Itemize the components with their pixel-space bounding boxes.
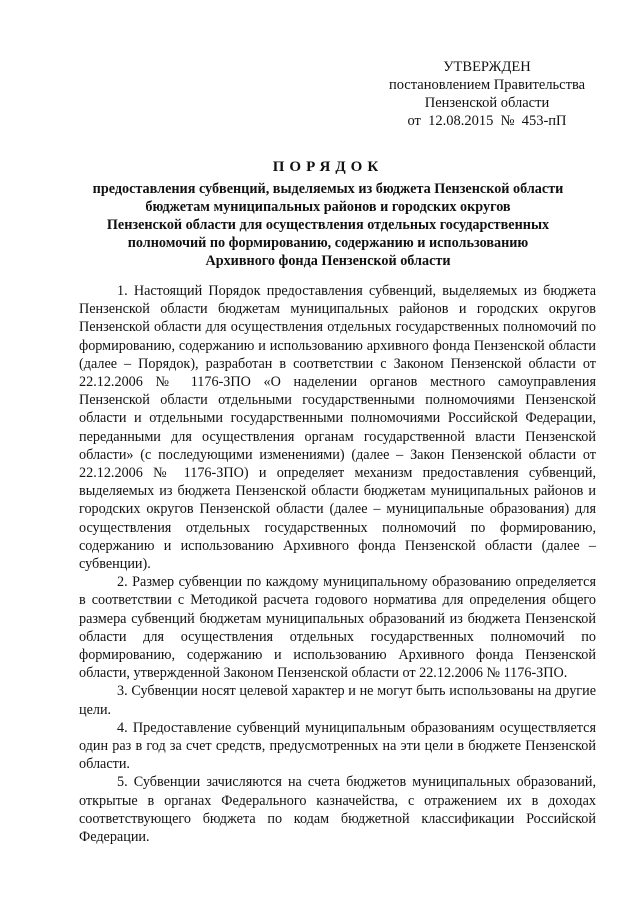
subtitle-line: полномочий по формированию, содержанию и использованию [127, 235, 529, 251]
approval-date: 12.08.2015 [428, 113, 494, 129]
subtitle-line: предоставления субвенций, выделяемых из бюджета Пензенской области [92, 181, 564, 197]
document-subtitle [58, 180, 598, 270]
subtitle-line: Пензенской области для осуществления отдельных государственных [106, 217, 550, 233]
subtitle-line: Архивного фонда Пензенской области [205, 253, 451, 269]
approval-date-number [372, 112, 602, 130]
paragraph-4: 4. Предоставление субвенций муниципальным образованиям осуществляется один раз в год за счет средств, предусмотренных на эти цели в бюджете Пензенской области. [79, 719, 596, 773]
paragraph-2: 2. Размер субвенции по каждому муниципальному образованию определяется в соответствии с Методикой расчета годового норматива для определения общего размера субвенций бюджетам муниципальных образований из бюджета Пензенской области для осуществления отдельных государственных полномочий по формированию, содержанию и использованию Архивного фонда Пензенской области, утвержденной Законом Пензенской области от 22.12.2006 № 1176-ЗПО. [79, 574, 596, 682]
approval-number: 453-пП [521, 113, 567, 129]
document-title: ПОРЯДОК [272, 159, 384, 175]
subtitle-line: бюджетам муниципальных районов и городских округов [145, 199, 511, 215]
approval-stamp [372, 58, 602, 130]
document-body [79, 282, 596, 846]
paragraph-1: 1. Настоящий Порядок предоставления субвенций, выделяемых из бюджета Пензенской области бюджетам муниципальных районов и городских округов Пензенской области для осуществления отдельных государственных полномочий по формированию, содержанию и использованию архивного фонда Пензенской области (далее – Порядок), разработан в соответствии с Законом Пензенской области от 22.12.2006 № 1176-ЗПО «О наделении органов местного самоуправления Пензенской области отдельными государственными полномочиями Пензенской области и отдельными государственными полномочиями Российской Федерации, переданными для осуществления органам государственной власти Пензенской области» (с последующими изменениями) (далее – Закон Пензенской области от 22.12.2006 № 1176-ЗПО) и определяет механизм предоставления субвенций, выделяемых из бюджета Пензенской области бюджетам муниципальных районов и городских округов Пензенской области (далее – муниципальные образования) для осуществления отдельных государственных полномочий по формированию, содержанию и использованию Архивного фонда Пензенской области (далее – субвенции). [79, 283, 596, 573]
approval-region: Пензенской области [424, 95, 550, 111]
approval-date-prefix: от [407, 113, 421, 129]
approval-heading: УТВЕРЖДЕН [443, 59, 531, 75]
paragraph-3: 3. Субвенции носят целевой характер и не могут быть использованы на другие цели. [79, 683, 596, 718]
paragraph-5: 5. Субвенции зачисляются на счета бюджетов муниципальных образований, открытые в органах Федерального казначейства, с отражением их в доходах соответствующего бюджета по кодам бюджетной классификации Российской Федерации. [79, 774, 596, 846]
approval-number-sign: № [500, 113, 515, 129]
approval-resolution: постановлением Правительства [388, 77, 586, 93]
